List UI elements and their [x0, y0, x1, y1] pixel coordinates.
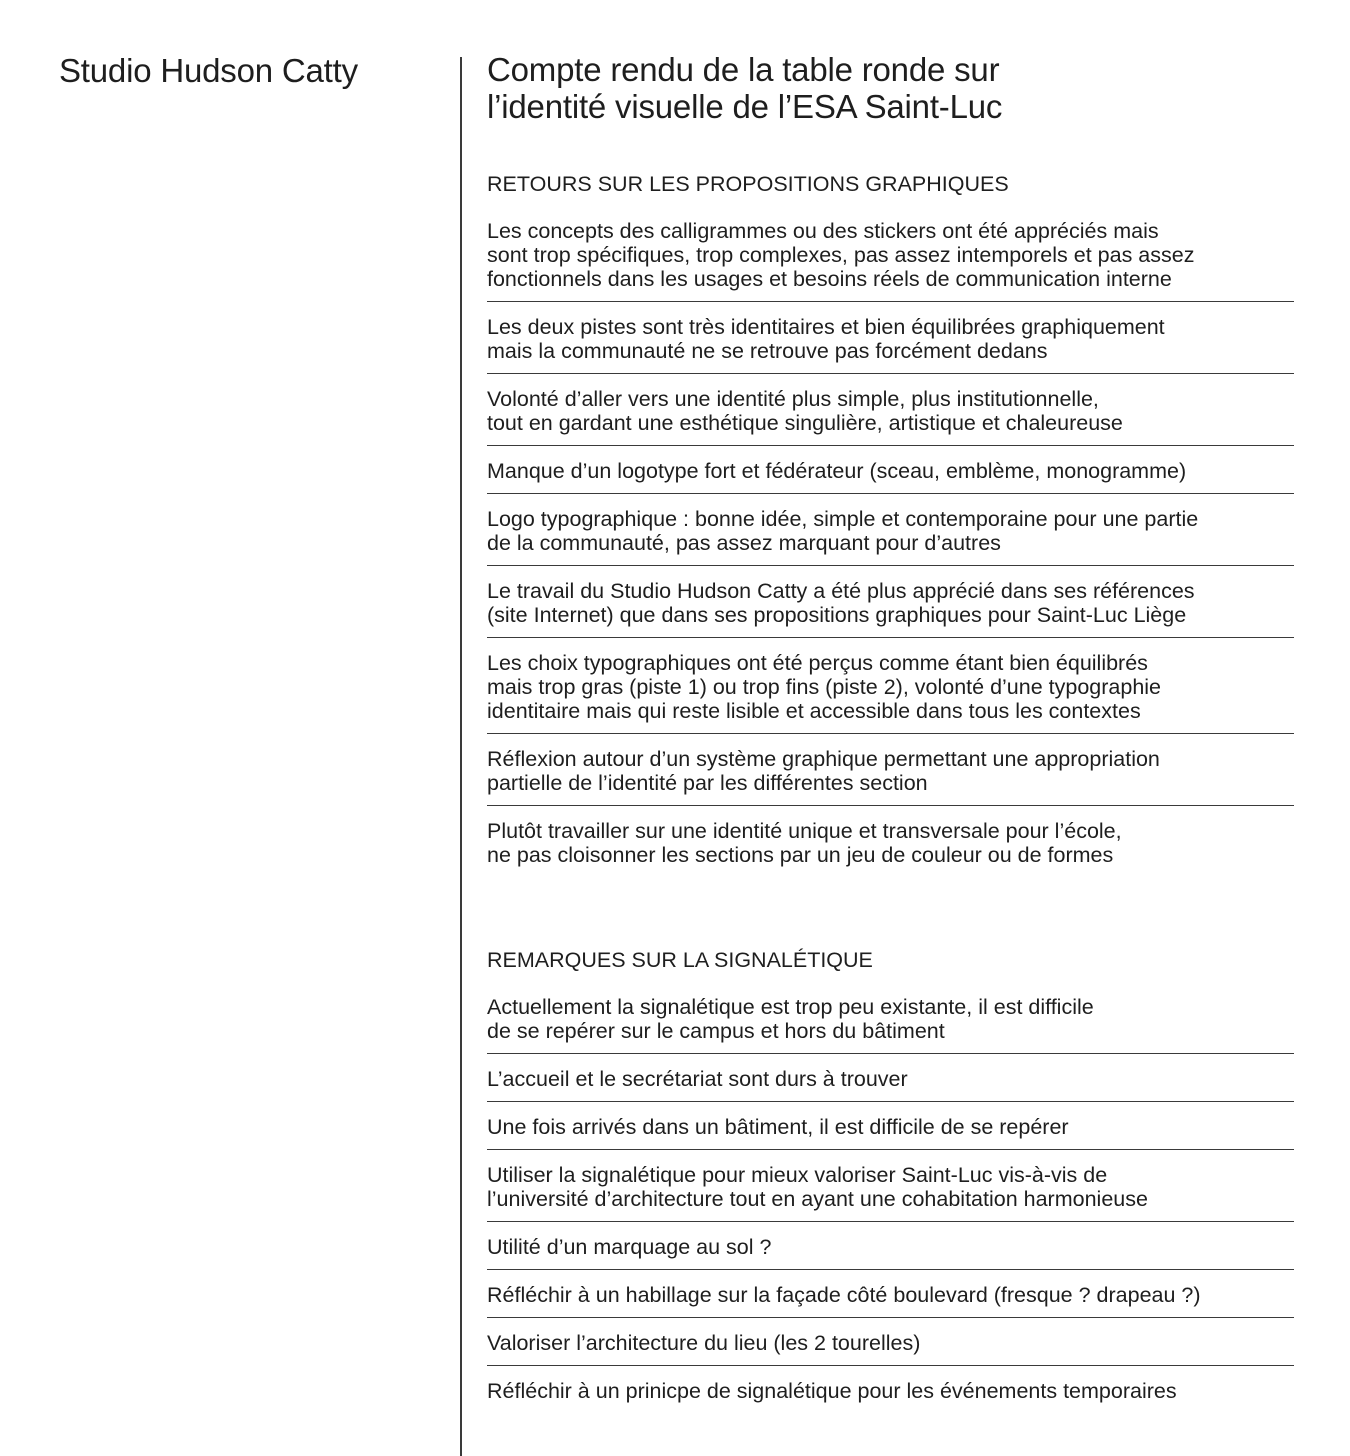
- list-item-line: Réflexion autour d’un système graphique permettant une appropriation: [487, 747, 1160, 771]
- list-item: [487, 302, 1294, 374]
- list-item-line: de se repérer sur le campus et hors du bâtiment: [487, 1019, 945, 1043]
- list-item-line: Les deux pistes sont très identitaires et bien équilibrées graphiquement: [487, 315, 1165, 339]
- list-item: [487, 494, 1294, 566]
- list-item: [487, 1270, 1294, 1318]
- list-item-line: Plutôt travailler sur une identité unique et transversale pour l’école,: [487, 819, 1122, 843]
- document-title-line: l’identité visuelle de l’ESA Saint-Luc: [487, 88, 1003, 125]
- list-item: [487, 1222, 1294, 1270]
- list-item-line: Logo typographique : bonne idée, simple et contemporaine pour une partie: [487, 507, 1199, 531]
- list-item: [487, 806, 1294, 877]
- list-item-line: sont trop spécifiques, trop complexes, pas assez intemporels et pas assez: [487, 243, 1195, 267]
- list-item-line: Les concepts des calligrammes ou des stickers ont été appréciés mais: [487, 219, 1159, 243]
- list-item-line: (site Internet) que dans ses propositions graphiques pour Saint-Luc Liège: [487, 603, 1187, 627]
- list-item-line: mais trop gras (piste 1) ou trop fins (piste 2), volonté d’une typographie: [487, 675, 1162, 699]
- list-item-line: de la communauté, pas assez marquant pour d’autres: [487, 531, 1001, 555]
- list-item-line: Volonté d’aller vers une identité plus simple, plus institutionnelle,: [487, 387, 1099, 411]
- list-item-line: Une fois arrivés dans un bâtiment, il est difficile de se repérer: [487, 1115, 1069, 1139]
- list-item-line: L’accueil et le secrétariat sont durs à trouver: [487, 1067, 908, 1091]
- list-item: [487, 374, 1294, 446]
- list-item-line: Le travail du Studio Hudson Catty a été plus apprécié dans ses références: [487, 579, 1195, 603]
- list-item-line: partielle de l’identité par les différentes section: [487, 771, 928, 795]
- list-item: [487, 1318, 1294, 1366]
- list-item-line: Valoriser l’architecture du lieu (les 2 tourelles): [487, 1331, 921, 1355]
- list-item-line: Utilité d’un marquage au sol ?: [487, 1235, 772, 1259]
- list-item-line: Les choix typographiques ont été perçus comme étant bien équilibrés: [487, 651, 1148, 675]
- list-item-line: mais la communauté ne se retrouve pas forcément dedans: [487, 339, 1048, 363]
- studio-name: Studio Hudson Catty: [59, 52, 358, 89]
- list-item: [487, 1366, 1294, 1413]
- section-heading: REMARQUES SUR LA SIGNALÉTIQUE: [487, 948, 873, 972]
- column-divider: [460, 57, 462, 1456]
- section-feedback-graphics: [487, 172, 1294, 877]
- document-title-line: Compte rendu de la table ronde sur: [487, 51, 1000, 88]
- list-item: [487, 446, 1294, 494]
- list-item: [487, 1102, 1294, 1150]
- list-item: [487, 206, 1294, 302]
- remarks-list: [487, 982, 1294, 1413]
- list-item-line: ne pas cloisonner les sections par un jeu de couleur ou de formes: [487, 843, 1114, 867]
- list-item-line: Réfléchir à un habillage sur la façade côté boulevard (fresque ? drapeau ?): [487, 1283, 1201, 1307]
- document-title: [487, 51, 1294, 125]
- list-item: [487, 982, 1294, 1054]
- list-item-line: l’université d’architecture tout en ayant une cohabitation harmonieuse: [487, 1187, 1148, 1211]
- section-signage-remarks: [487, 948, 1294, 1413]
- list-item-line: identitaire mais qui reste lisible et accessible dans tous les contextes: [487, 699, 1141, 723]
- list-item-line: Actuellement la signalétique est trop peu existante, il est difficile: [487, 995, 1094, 1019]
- list-item-line: Réfléchir à un prinicpe de signalétique pour les événements temporaires: [487, 1379, 1177, 1403]
- main-column: [487, 51, 1294, 1413]
- list-item: [487, 1054, 1294, 1102]
- list-item: [487, 734, 1294, 806]
- list-item: [487, 566, 1294, 638]
- list-item-line: Manque d’un logotype fort et fédérateur (sceau, emblème, monogramme): [487, 459, 1187, 483]
- feedback-list: [487, 206, 1294, 877]
- list-item: [487, 1150, 1294, 1222]
- list-item: [487, 638, 1294, 734]
- list-item-line: fonctionnels dans les usages et besoins réels de communication interne: [487, 267, 1172, 291]
- section-heading: RETOURS SUR LES PROPOSITIONS GRAPHIQUES: [487, 172, 1009, 196]
- list-item-line: Utiliser la signalétique pour mieux valoriser Saint-Luc vis-à-vis de: [487, 1163, 1108, 1187]
- list-item-line: tout en gardant une esthétique singulière, artistique et chaleureuse: [487, 411, 1123, 435]
